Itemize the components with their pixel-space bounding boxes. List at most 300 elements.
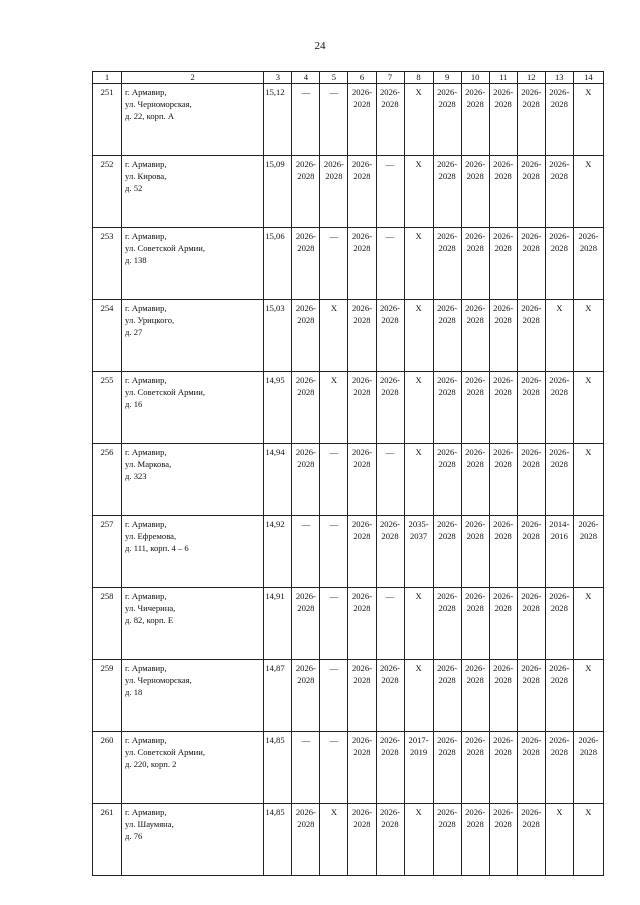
period-line: — — [329, 447, 339, 457]
period-line: 2028 — [353, 603, 371, 613]
period-line: 2028 — [522, 99, 540, 109]
table-row — [93, 228, 604, 300]
period-line: 2026- — [465, 159, 486, 169]
table-row — [93, 516, 604, 588]
period-line: 2026- — [379, 807, 401, 817]
period-line: 2026- — [379, 375, 401, 385]
period-line: — — [385, 591, 395, 601]
row-number: 260 — [93, 732, 122, 804]
period-line: 2028 — [438, 171, 456, 181]
period-line: 2028 — [494, 531, 512, 541]
period-line: 2028 — [438, 675, 456, 685]
period-line: 2028 — [381, 387, 399, 397]
period-line: 2026- — [521, 87, 542, 97]
column-number-11: 11 — [489, 72, 517, 84]
area-cell: 14,91 — [264, 588, 292, 660]
period-line: 2028 — [522, 675, 540, 685]
address-line: д. 82, корп. Е — [125, 615, 174, 625]
row-number: 261 — [93, 804, 122, 876]
period-line: 2028 — [438, 603, 456, 613]
period-cell-col-8 — [404, 660, 433, 732]
period-line: 2026- — [521, 735, 542, 745]
period-cell-col-13 — [545, 372, 573, 444]
period-line: 2026- — [437, 807, 458, 817]
period-line: X — [585, 159, 592, 169]
area-cell: 14,92 — [264, 516, 292, 588]
period-line: 2026- — [549, 447, 570, 457]
period-cell-col-7 — [376, 588, 404, 660]
period-line: 2026- — [351, 807, 372, 817]
address-line: г. Армавир, — [125, 303, 167, 313]
period-cell-col-14 — [573, 588, 603, 660]
period-cell-col-7 — [376, 372, 404, 444]
area-cell: 15,12 — [264, 84, 292, 156]
period-line: 2026- — [351, 663, 372, 673]
period-line: 2028 — [297, 459, 315, 469]
row-number: 251 — [93, 84, 122, 156]
period-line: 2028 — [494, 459, 512, 469]
address-line: ул. Кирова, — [125, 171, 167, 181]
period-line: 2026- — [465, 231, 486, 241]
column-number-10: 10 — [461, 72, 489, 84]
period-cell-col-4 — [292, 516, 320, 588]
period-line: 2026- — [493, 663, 514, 673]
period-line: 2026- — [437, 735, 458, 745]
period-line: 2026- — [437, 591, 458, 601]
period-line: 2028 — [579, 243, 597, 253]
address-line: д. 22, корп. А — [125, 111, 175, 121]
period-cell-col-10 — [461, 300, 489, 372]
period-line: 2028 — [550, 603, 568, 613]
period-line: 2026- — [351, 159, 372, 169]
address-line: д. 16 — [125, 399, 143, 409]
period-cell-col-6 — [348, 300, 376, 372]
period-line: 2028 — [353, 387, 371, 397]
column-number-12: 12 — [517, 72, 545, 84]
address-line: д. 323 — [125, 471, 147, 481]
address-line: г. Армавир, — [125, 663, 167, 673]
period-line: 2028 — [494, 747, 512, 757]
period-line: 2026- — [437, 231, 458, 241]
column-number-13: 13 — [545, 72, 573, 84]
period-line: — — [301, 87, 311, 97]
table-row — [93, 300, 604, 372]
period-line: 2026- — [493, 87, 514, 97]
period-cell-col-8 — [404, 588, 433, 660]
address-line: г. Армавир, — [125, 87, 167, 97]
period-line: — — [301, 735, 311, 745]
period-line: X — [585, 87, 592, 97]
period-cell-col-11 — [489, 84, 517, 156]
period-line: 2026- — [521, 303, 542, 313]
period-line: 2026- — [379, 303, 401, 313]
period-line: 2026- — [465, 87, 486, 97]
period-line: 2026- — [351, 735, 372, 745]
period-line: 2028 — [381, 675, 399, 685]
period-line: 2026- — [521, 591, 542, 601]
address-line: д. 27 — [125, 327, 143, 337]
period-line: 2026- — [295, 231, 316, 241]
period-cell-col-8 — [404, 372, 433, 444]
period-cell-col-11 — [489, 516, 517, 588]
period-line: 2026- — [379, 663, 401, 673]
period-line: 2026- — [521, 375, 542, 385]
period-line: 2026- — [437, 87, 458, 97]
period-line: 2028 — [353, 171, 371, 181]
period-line: 2026- — [521, 807, 542, 817]
period-line: X — [415, 303, 422, 313]
period-line: 2028 — [466, 459, 484, 469]
table-row — [93, 84, 604, 156]
address-line: ул. Маркова, — [125, 459, 172, 469]
address-line: ул. Чичерина, — [125, 603, 176, 613]
period-line: 2028 — [297, 315, 315, 325]
period-cell-col-14 — [573, 156, 603, 228]
period-cell-col-11 — [489, 444, 517, 516]
period-line: 2028 — [438, 819, 456, 829]
period-line: 2028 — [522, 747, 540, 757]
period-cell-col-14 — [573, 372, 603, 444]
period-line: 2026- — [465, 375, 486, 385]
period-line: 2028 — [466, 675, 484, 685]
period-line: 2026- — [437, 663, 458, 673]
period-cell-col-9 — [433, 156, 461, 228]
period-line: X — [330, 375, 338, 385]
period-line: 2026- — [379, 735, 401, 745]
period-line: 2026- — [493, 375, 514, 385]
period-line: 2028 — [494, 603, 512, 613]
period-cell-col-12 — [517, 660, 545, 732]
period-line: — — [329, 231, 339, 241]
period-line: 2019 — [409, 747, 428, 757]
period-line: 2026- — [295, 591, 316, 601]
period-cell-col-12 — [517, 444, 545, 516]
period-line: X — [415, 375, 422, 385]
address-line: ул. Советской Армии, — [125, 243, 206, 253]
period-line: 2028 — [353, 531, 371, 541]
period-line: 2026- — [493, 447, 514, 457]
row-number: 254 — [93, 300, 122, 372]
period-line: X — [585, 591, 592, 601]
period-cell-col-7 — [376, 732, 404, 804]
row-number: 253 — [93, 228, 122, 300]
table-row — [93, 804, 604, 876]
column-number-4: 4 — [292, 72, 320, 84]
period-line: 2026- — [437, 519, 458, 529]
period-line: 2026- — [465, 303, 486, 313]
period-line: 2026- — [549, 231, 570, 241]
period-cell-col-13 — [545, 660, 573, 732]
period-cell-col-12 — [517, 732, 545, 804]
address-line: ул. Шаумяна, — [125, 819, 174, 829]
column-number-3: 3 — [264, 72, 292, 84]
period-line: 2028 — [325, 171, 343, 181]
period-line: 2028 — [353, 243, 371, 253]
row-number: 255 — [93, 372, 122, 444]
period-line: X — [585, 447, 592, 457]
period-cell-col-13 — [545, 588, 573, 660]
period-line: 2028 — [494, 675, 512, 685]
table-row — [93, 732, 604, 804]
period-cell-col-4 — [292, 156, 320, 228]
period-cell-col-9 — [433, 732, 461, 804]
address-cell — [122, 84, 264, 156]
period-line: 2028 — [297, 171, 315, 181]
period-cell-col-14 — [573, 228, 603, 300]
period-line: 2028 — [438, 315, 456, 325]
column-number-2: 2 — [122, 72, 264, 84]
table-row — [93, 444, 604, 516]
period-line: 2026- — [351, 519, 372, 529]
period-cell-col-6 — [348, 660, 376, 732]
period-cell-col-12 — [517, 804, 545, 876]
period-line: 2026- — [578, 519, 599, 529]
period-line: 2028 — [381, 99, 399, 109]
period-cell-col-6 — [348, 516, 376, 588]
address-line: г. Армавир, — [125, 375, 167, 385]
period-cell-col-14 — [573, 732, 603, 804]
period-cell-col-8 — [404, 228, 433, 300]
period-cell-col-8 — [404, 804, 433, 876]
period-line: X — [556, 807, 563, 817]
period-line: 2028 — [381, 819, 399, 829]
period-cell-col-6 — [348, 84, 376, 156]
period-line: 2028 — [297, 675, 315, 685]
area-cell: 15,03 — [264, 300, 292, 372]
column-number-7: 7 — [376, 72, 404, 84]
period-cell-col-14 — [573, 444, 603, 516]
period-line: — — [385, 447, 395, 457]
period-line: 2028 — [522, 603, 540, 613]
period-cell-col-13 — [545, 516, 573, 588]
period-cell-col-10 — [461, 156, 489, 228]
period-cell-col-11 — [489, 588, 517, 660]
period-line: 2028 — [550, 99, 568, 109]
area-cell: 14,87 — [264, 660, 292, 732]
period-line: 2028 — [353, 819, 371, 829]
period-cell-col-6 — [348, 228, 376, 300]
period-cell-col-6 — [348, 372, 376, 444]
address-cell — [122, 660, 264, 732]
period-line: 2026- — [437, 447, 458, 457]
period-line: 2026- — [493, 807, 514, 817]
period-cell-col-9 — [433, 228, 461, 300]
period-line: 2026- — [295, 663, 316, 673]
period-line: X — [415, 663, 422, 673]
period-line: 2026- — [351, 303, 372, 313]
period-cell-col-12 — [517, 228, 545, 300]
address-line: г. Армавир, — [125, 591, 167, 601]
period-line: 2028 — [438, 243, 456, 253]
period-cell-col-4 — [292, 804, 320, 876]
period-line: — — [329, 519, 339, 529]
period-cell-col-14 — [573, 300, 603, 372]
period-line: 2028 — [522, 387, 540, 397]
column-number-row — [93, 72, 604, 84]
period-cell-col-7 — [376, 156, 404, 228]
period-line: 2026- — [493, 159, 514, 169]
period-line: 2028 — [353, 459, 371, 469]
period-cell-col-13 — [545, 228, 573, 300]
address-line: г. Армавир, — [125, 807, 167, 817]
period-cell-col-5 — [320, 660, 348, 732]
period-line: — — [385, 159, 395, 169]
period-line: 2026- — [351, 447, 372, 457]
period-cell-col-7 — [376, 516, 404, 588]
period-cell-col-10 — [461, 660, 489, 732]
period-line: 2026- — [437, 375, 458, 385]
period-line: 2028 — [297, 387, 315, 397]
column-number-6: 6 — [348, 72, 376, 84]
period-line: 2028 — [438, 459, 456, 469]
period-line: 2026- — [465, 447, 486, 457]
period-line: — — [329, 663, 339, 673]
period-cell-col-9 — [433, 804, 461, 876]
period-cell-col-8 — [404, 300, 433, 372]
period-cell-col-13 — [545, 732, 573, 804]
address-line: г. Армавир, — [125, 159, 167, 169]
period-cell-col-10 — [461, 516, 489, 588]
area-cell: 15,06 — [264, 228, 292, 300]
period-line: 2028 — [550, 171, 568, 181]
period-line: 2026- — [521, 663, 542, 673]
period-line: 2017- — [408, 735, 429, 745]
period-line: X — [415, 591, 422, 601]
column-number-5: 5 — [320, 72, 348, 84]
period-cell-col-7 — [376, 444, 404, 516]
period-line: 2028 — [438, 99, 456, 109]
period-cell-col-9 — [433, 444, 461, 516]
period-line: 2026- — [295, 303, 316, 313]
period-cell-col-5 — [320, 300, 348, 372]
period-cell-col-9 — [433, 300, 461, 372]
period-line: 2026- — [379, 87, 401, 97]
period-cell-col-5 — [320, 732, 348, 804]
period-cell-col-7 — [376, 84, 404, 156]
period-line: 2028 — [550, 243, 568, 253]
period-line: 2026- — [521, 519, 542, 529]
period-line: 2026- — [549, 375, 570, 385]
row-number: 259 — [93, 660, 122, 732]
table-row — [93, 372, 604, 444]
table-row — [93, 588, 604, 660]
period-line: 2026- — [351, 591, 372, 601]
period-line: X — [585, 375, 592, 385]
period-cell-col-9 — [433, 372, 461, 444]
period-line: 2028 — [466, 171, 484, 181]
period-cell-col-5 — [320, 516, 348, 588]
period-line: X — [330, 807, 338, 817]
row-number: 257 — [93, 516, 122, 588]
period-cell-col-5 — [320, 444, 348, 516]
period-line: 2028 — [353, 315, 371, 325]
period-cell-col-12 — [517, 588, 545, 660]
address-cell — [122, 372, 264, 444]
address-cell — [122, 516, 264, 588]
period-cell-col-5 — [320, 156, 348, 228]
period-cell-col-11 — [489, 372, 517, 444]
period-line: 2026- — [493, 303, 514, 313]
period-line: 2028 — [550, 459, 568, 469]
address-line: г. Армавир, — [125, 519, 167, 529]
period-cell-col-8 — [404, 444, 433, 516]
period-line: — — [329, 87, 339, 97]
period-line: 2026- — [521, 447, 542, 457]
period-cell-col-10 — [461, 84, 489, 156]
period-line: 2028 — [466, 315, 484, 325]
period-cell-col-10 — [461, 228, 489, 300]
period-line: 2028 — [579, 531, 597, 541]
address-cell — [122, 588, 264, 660]
page-number: 24 — [314, 40, 326, 52]
period-cell-col-4 — [292, 444, 320, 516]
period-line: 2028 — [494, 387, 512, 397]
period-cell-col-8 — [404, 516, 433, 588]
period-cell-col-4 — [292, 660, 320, 732]
period-cell-col-11 — [489, 300, 517, 372]
period-cell-col-11 — [489, 660, 517, 732]
area-cell: 14,94 — [264, 444, 292, 516]
period-line: 2014- — [549, 519, 570, 529]
period-line: 2026- — [465, 735, 486, 745]
period-cell-col-7 — [376, 300, 404, 372]
period-line: X — [330, 303, 338, 313]
period-line: 2028 — [522, 459, 540, 469]
period-line: 2026- — [465, 663, 486, 673]
period-line: 2028 — [381, 747, 399, 757]
period-line: 2028 — [466, 747, 484, 757]
period-line: X — [585, 807, 592, 817]
period-line: 2028 — [522, 171, 540, 181]
period-line: 2028 — [522, 315, 540, 325]
period-line: 2028 — [550, 675, 568, 685]
period-line: 2026- — [549, 735, 570, 745]
period-line: 2026- — [549, 663, 570, 673]
period-cell-col-7 — [376, 660, 404, 732]
period-line: X — [415, 807, 422, 817]
period-cell-col-11 — [489, 732, 517, 804]
period-line: 2035- — [408, 519, 429, 529]
period-line: 2028 — [466, 819, 484, 829]
period-cell-col-12 — [517, 300, 545, 372]
period-line: 2026- — [549, 87, 570, 97]
period-line: 2028 — [522, 243, 540, 253]
address-cell — [122, 444, 264, 516]
period-cell-col-4 — [292, 372, 320, 444]
period-line: 2026- — [295, 375, 316, 385]
address-line: г. Армавир, — [125, 231, 167, 241]
period-cell-col-5 — [320, 84, 348, 156]
period-cell-col-4 — [292, 588, 320, 660]
period-cell-col-13 — [545, 300, 573, 372]
period-line: 2026- — [295, 159, 316, 169]
period-line: X — [415, 87, 422, 97]
period-line: 2026- — [351, 87, 372, 97]
period-cell-col-13 — [545, 156, 573, 228]
area-cell: 14,95 — [264, 372, 292, 444]
period-line: 2028 — [466, 603, 484, 613]
table-row — [93, 660, 604, 732]
area-cell: 15,09 — [264, 156, 292, 228]
period-cell-col-13 — [545, 84, 573, 156]
period-line: 2028 — [494, 819, 512, 829]
period-cell-col-12 — [517, 84, 545, 156]
period-line: 2028 — [438, 387, 456, 397]
period-cell-col-9 — [433, 84, 461, 156]
column-number-8: 8 — [404, 72, 433, 84]
period-line: 2026- — [493, 519, 514, 529]
period-line: 2028 — [297, 819, 315, 829]
